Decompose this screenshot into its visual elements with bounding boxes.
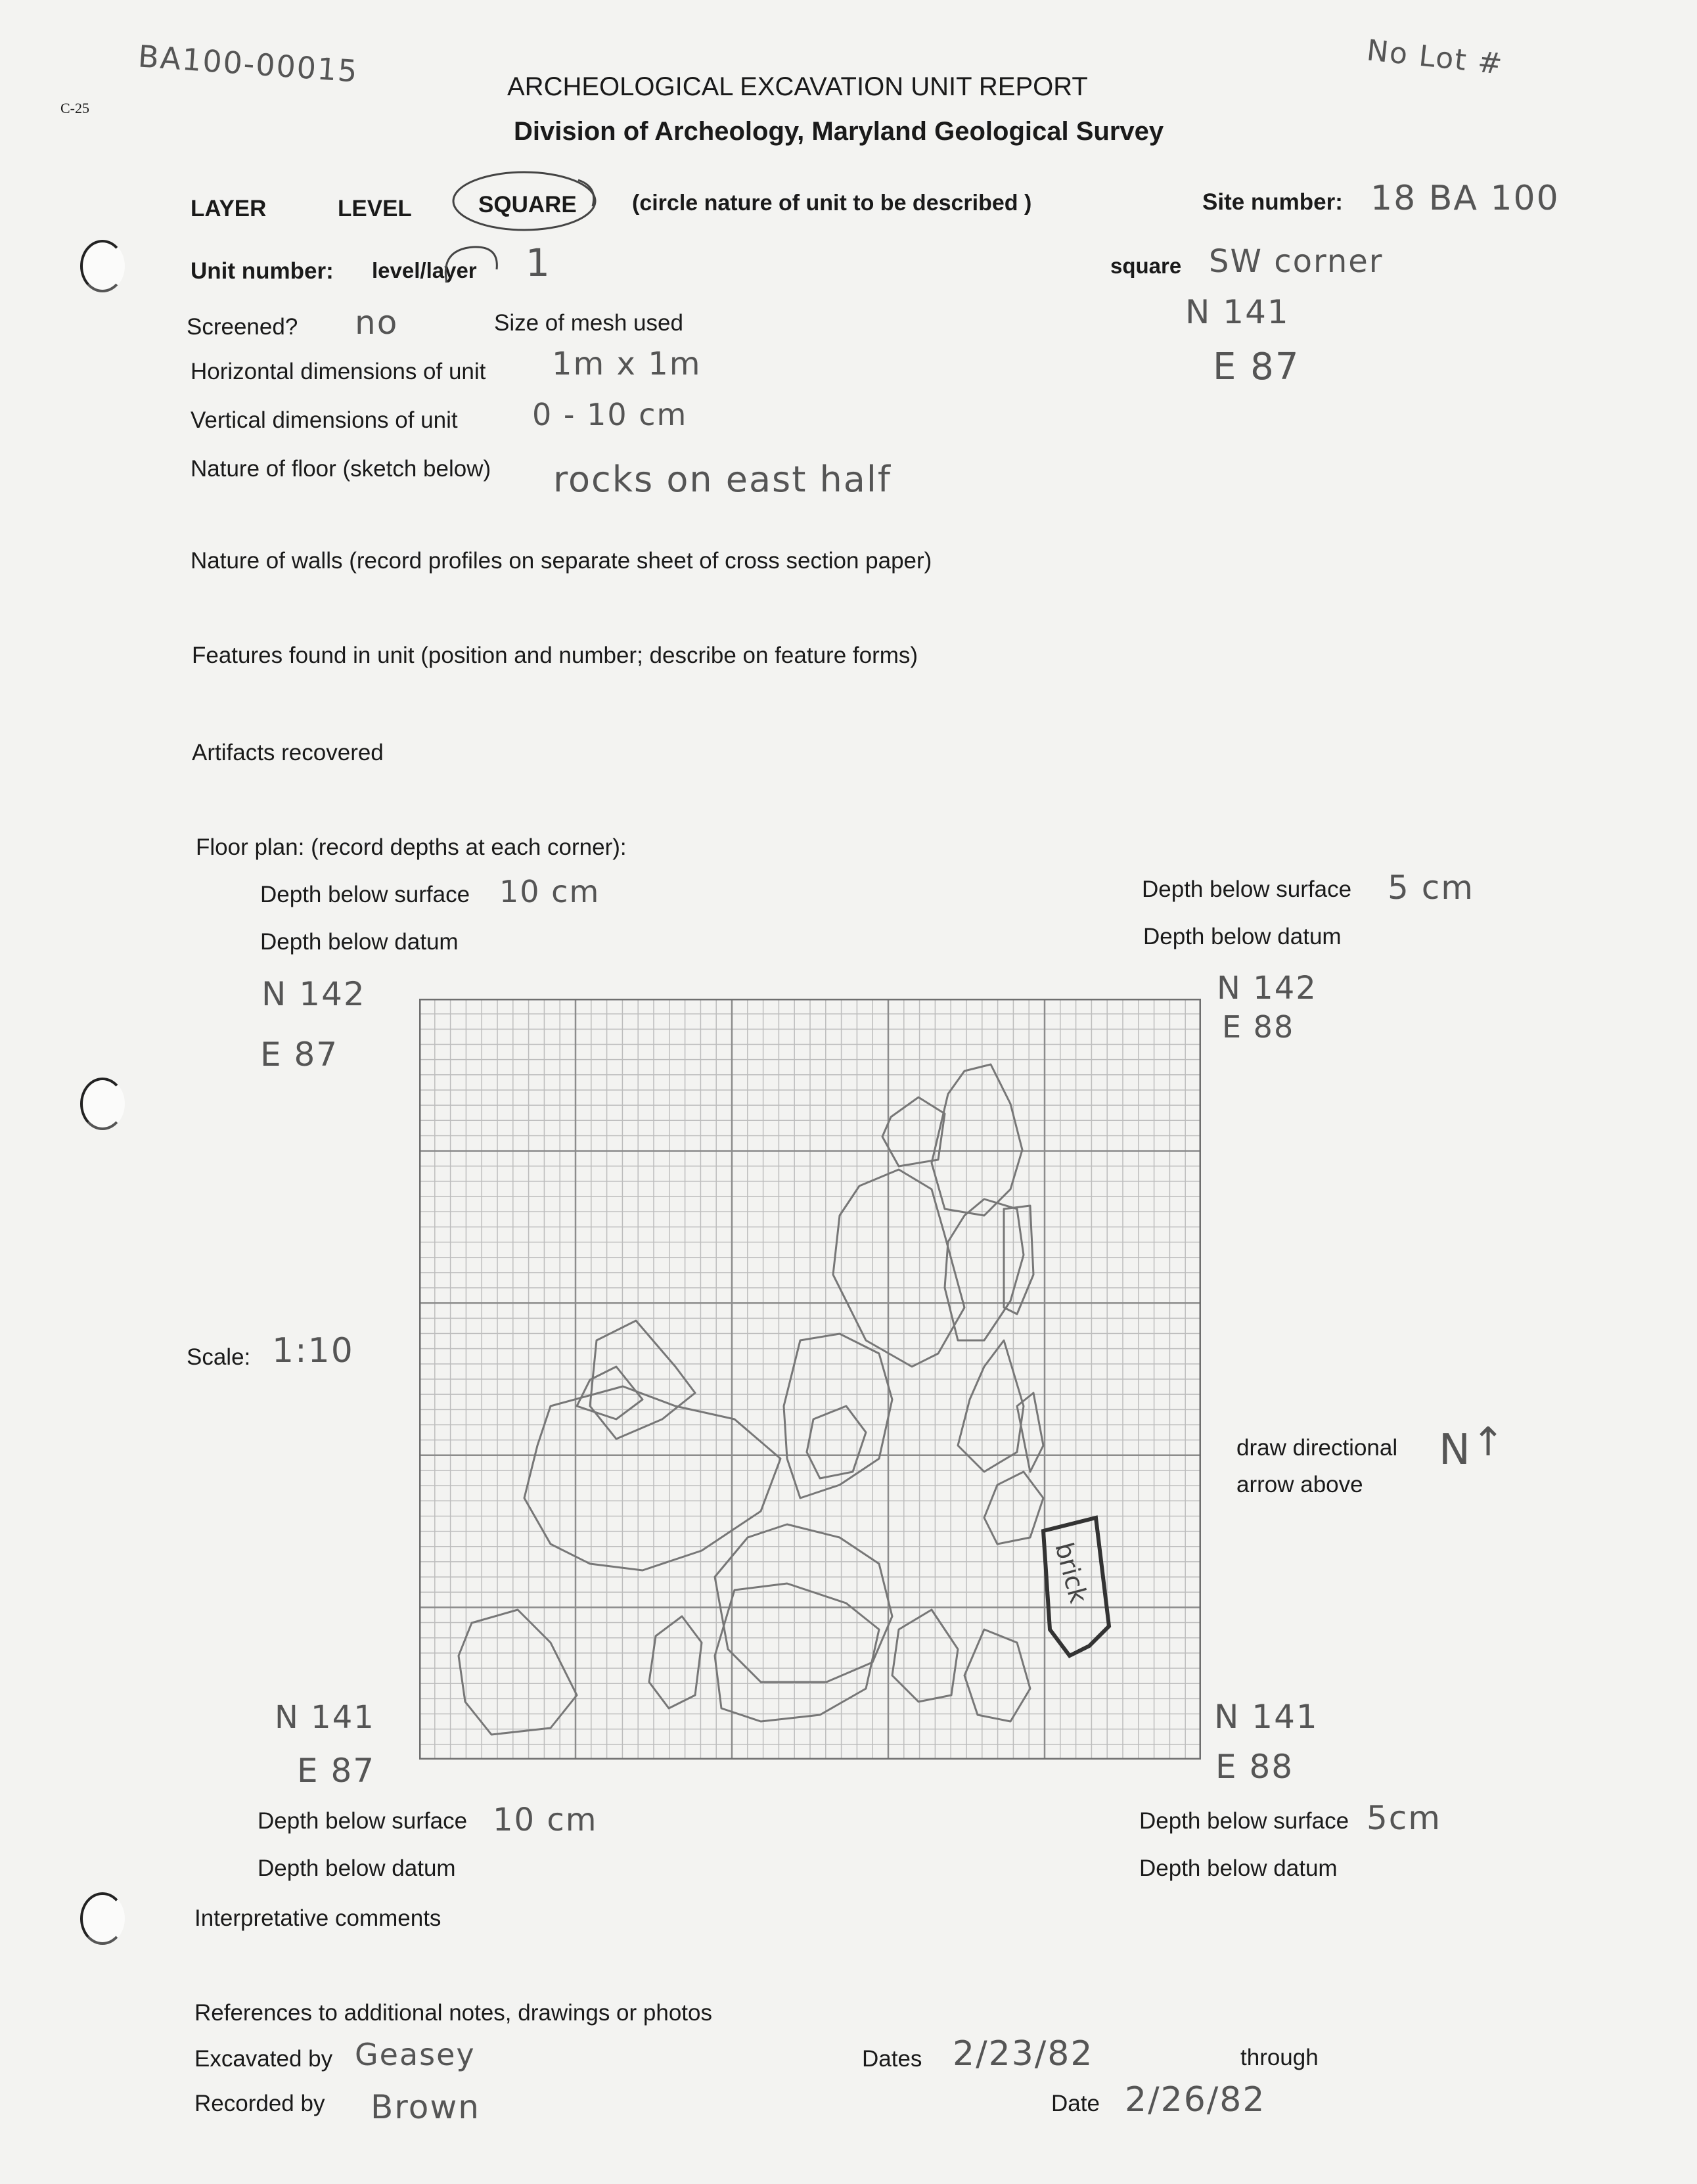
square-coord-n: N 141: [1185, 293, 1290, 331]
floor-plan-label: Floor plan: (record depths at each corner):: [196, 834, 627, 860]
nw-depth-datum-label: Depth below datum: [260, 929, 459, 955]
lot-note: No Lot #: [1365, 34, 1505, 81]
unit-type-level[interactable]: LEVEL: [338, 196, 412, 221]
horizontal-label: Horizontal dimensions of unit: [191, 359, 486, 384]
square-value: SW corner: [1209, 243, 1384, 280]
level-layer-circle: [434, 237, 506, 296]
se-depth-surface-value: 5cm: [1367, 1799, 1442, 1837]
scale-value: 1:10: [272, 1331, 354, 1371]
unit-type-instruction: (circle nature of unit to be described ): [632, 191, 1032, 216]
floor-value: rocks on east half: [553, 459, 892, 500]
square-coord-e: E 87: [1213, 346, 1300, 388]
north-arrow-letter: N: [1439, 1426, 1472, 1474]
floor-label: Nature of floor (sketch below): [191, 456, 491, 482]
features-label: Features found in unit (position and number; describe on feature forms): [192, 643, 918, 668]
se-depth-datum-label: Depth below datum: [1139, 1855, 1338, 1881]
punch-hole-top: [80, 240, 125, 292]
date-label: Date: [1051, 2091, 1100, 2116]
unit-number-label: Unit number:: [191, 258, 334, 284]
unit-number-value: 1: [526, 240, 551, 285]
sw-depth-datum-label: Depth below datum: [258, 1855, 456, 1881]
north-arrow-icon: ↑: [1472, 1419, 1506, 1465]
vertical-value: 0 - 10 cm: [532, 397, 688, 432]
nw-depth-surface-label: Depth below surface: [260, 882, 470, 907]
scale-label: Scale:: [187, 1344, 251, 1370]
square-label: square: [1110, 254, 1182, 278]
through-label: through: [1240, 2045, 1319, 2070]
ne-depth-surface-label: Depth below surface: [1142, 876, 1352, 902]
date-value: 2/26/82: [1125, 2080, 1266, 2120]
level-layer-label: level/layer: [372, 258, 477, 283]
ne-depth-surface-value: 5 cm: [1388, 869, 1474, 907]
vertical-label: Vertical dimensions of unit: [191, 407, 458, 433]
catalog-id: BA100-00015: [137, 38, 360, 89]
sw-depth-surface-label: Depth below surface: [258, 1808, 468, 1834]
dates-label: Dates: [862, 2046, 922, 2072]
report-subtitle: Division of Archeology, Maryland Geological Survey: [514, 117, 1164, 146]
nw-depth-surface-value: 10 cm: [499, 874, 600, 909]
se-depth-surface-label: Depth below surface: [1139, 1808, 1349, 1834]
ne-coord-n: N 142: [1217, 970, 1317, 1007]
site-number-value: 18 BA 100: [1370, 179, 1560, 218]
brick-label: brick: [1049, 1539, 1093, 1606]
artifacts-label: Artifacts recovered: [192, 740, 384, 765]
nw-coord-n: N 142: [261, 975, 366, 1013]
horizontal-value: 1m x 1m: [552, 346, 702, 382]
ne-coord-e: E 88: [1222, 1009, 1295, 1045]
floor-plan-grid: [419, 999, 1201, 1760]
interpretive-label: Interpretative comments: [194, 1905, 441, 1931]
form-code: C-25: [60, 100, 89, 116]
arrow-instruction-2: arrow above: [1236, 1472, 1363, 1497]
unit-type-layer[interactable]: LAYER: [191, 196, 267, 221]
se-coord-e: E 88: [1215, 1748, 1294, 1786]
site-number-label: Site number:: [1202, 189, 1343, 215]
ne-depth-datum-label: Depth below datum: [1143, 924, 1342, 949]
unit-type-square[interactable]: SQUARE: [478, 192, 577, 217]
recorded-value: Brown: [371, 2088, 480, 2126]
report-title: ARCHEOLOGICAL EXCAVATION UNIT REPORT: [507, 72, 1088, 101]
excavated-label: Excavated by: [194, 2046, 333, 2072]
walls-label: Nature of walls (record profiles on separate sheet of cross section paper): [191, 548, 932, 574]
selection-circle: [447, 160, 604, 239]
nw-coord-e: E 87: [260, 1035, 339, 1074]
screened-value: no: [355, 304, 399, 342]
sw-coord-n: N 141: [275, 1699, 375, 1736]
arrow-instruction-1: draw directional: [1236, 1435, 1398, 1461]
se-coord-n: N 141: [1214, 1698, 1319, 1736]
screened-label: Screened?: [187, 314, 298, 340]
dates-value: 2/23/82: [953, 2034, 1094, 2074]
rock-outlines: [459, 1064, 1043, 1735]
punch-hole-bottom: [80, 1892, 125, 1945]
references-label: References to additional notes, drawings or photos: [194, 2000, 712, 2026]
sw-depth-surface-value: 10 cm: [493, 1802, 598, 1838]
punch-hole-middle: [80, 1078, 125, 1130]
excavated-value: Geasey: [355, 2037, 476, 2072]
mesh-label: Size of mesh used: [494, 310, 683, 336]
recorded-label: Recorded by: [194, 2091, 325, 2116]
sw-coord-e: E 87: [297, 1752, 376, 1790]
